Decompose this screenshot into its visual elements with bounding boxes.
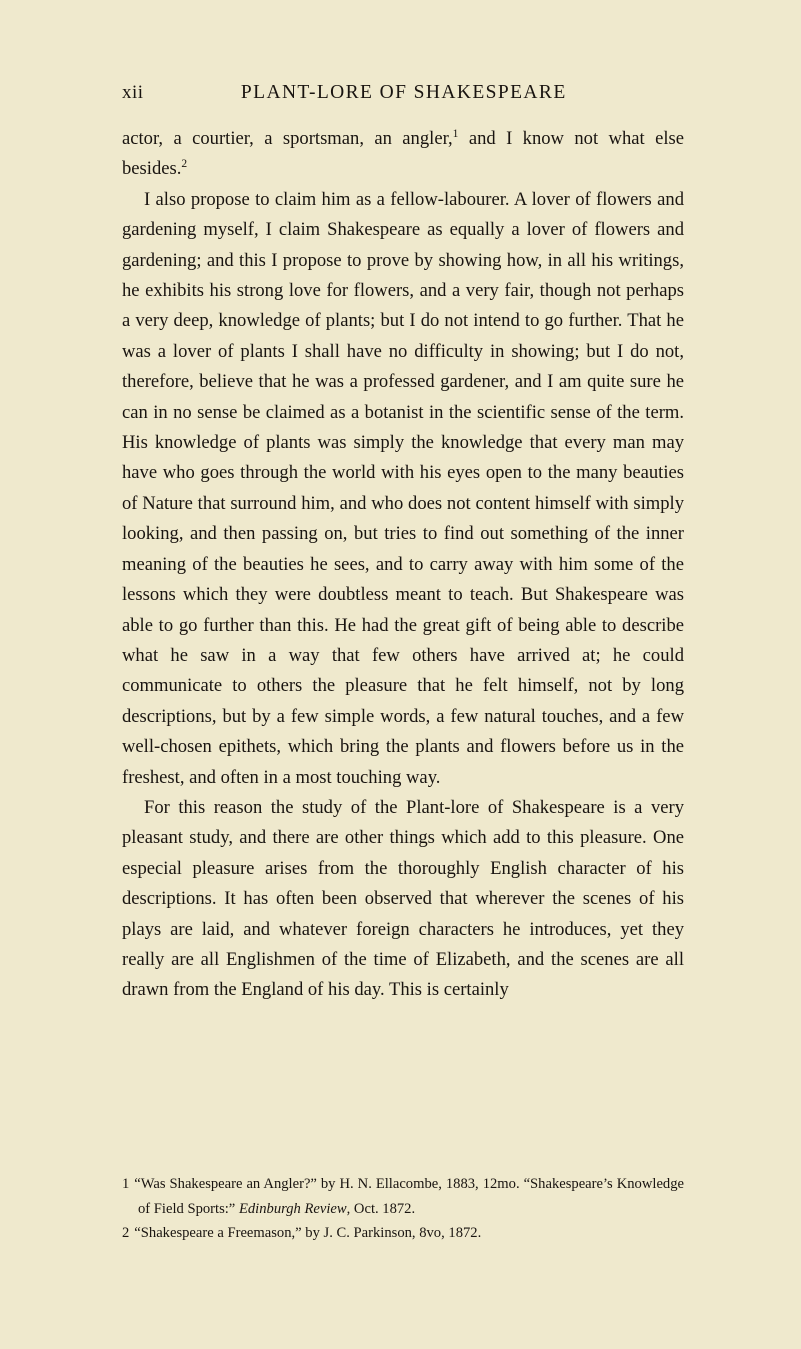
footnote-2 <box>122 1221 684 1246</box>
footnote-text: “Shakespeare a Freemason,” by J. C. Parkinson, 8vo, 1872. <box>134 1225 482 1241</box>
page-header <box>122 82 682 104</box>
paragraph-2: I also propose to claim him as a fellow-labourer. A lover of flowers and gardening myself, I claim Shakespeare as equally a lover of flowers and gardening; and this I propose to prove by showing how, in all his writings, he exhibits his strong love for flowers, and a very fair, though not perhaps a very deep, knowledge of plants; but I do not intend to go further. That he was a lover of plants I shall have no difficulty in showing; but I do not, therefore, believe that he was a professed gardener, and I am quite sure he can in no sense be claimed as a botanist in the scientific sense of the term. His knowledge of plants was simply the knowledge that every man may have who goes through the world with his eyes open to the many beauties of Nature that surround him, and who does not content himself with simply looking, and then passing on, but tries to find out something of the inner meaning of the beauties he sees, and to carry away with him some of the lessons which they were doubtless meant to teach. But Shakespeare was able to go further than this. He had the great gift of being able to describe what he saw in a way that few others have arrived at; he could communicate to others the pleasure that he felt himself, not by long descriptions, but by a few simple words, a few natural touches, and a few well-chosen epithets, which bring the plants and flowers before us in the freshest, and often in a most touching way. <box>122 188 684 788</box>
footnote-block <box>122 1172 684 1246</box>
footnote-1 <box>122 1172 684 1221</box>
paragraph-1: actor, a courtier, a sportsman, an angler,$^1$ and I know not what else besides.$^2$ <box>122 127 684 180</box>
footnote-text: “Was Shakespeare an Angler?” by H. N. Ellacombe, 1883, 12mo. “Shakespeare’s Knowledge of Field Sports:” Edinburgh Review, Oct. 1872. <box>134 1176 684 1217</box>
paragraph-3: For this reason the study of the Plant-lore of Shakespeare is a very pleasant study, and there are other things which add to this pleasure. One especial pleasure arises from the thoroughly English character of his descriptions. It has often been observed that wherever the scenes of his plays are laid, and whatever foreign characters he introduces, yet they really are all Englishmen of the time of Elizabeth, and the scenes are all drawn from the England of his day. This is certainly <box>122 796 684 1001</box>
page-number: xii <box>122 82 144 103</box>
body-text <box>122 124 684 1006</box>
footnote-marker: 2 <box>122 1225 130 1241</box>
footnote-marker: 1 <box>122 1176 130 1192</box>
running-title: PLANT-LORE OF SHAKESPEARE <box>240 82 567 103</box>
